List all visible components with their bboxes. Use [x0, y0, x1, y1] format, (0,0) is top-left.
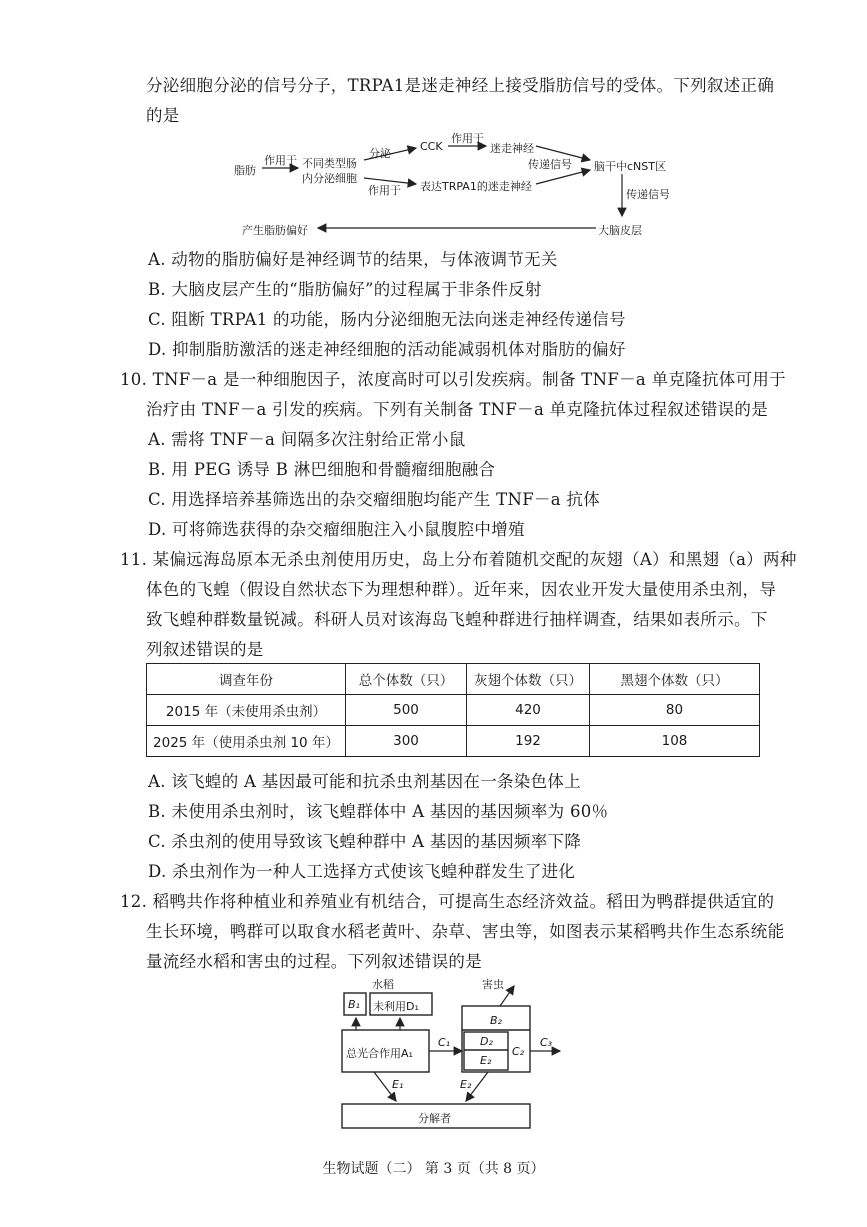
- q12-stem-line-3: 量流经水稻和害虫的过程。下列叙述错误的是: [146, 952, 482, 971]
- q9-diag-cck: CCK: [420, 140, 443, 153]
- q12-diag-c1: C₁: [438, 1036, 451, 1049]
- q11-stem-line-4: 列叙述错误的是: [146, 640, 264, 659]
- q9-diag-acts-on-2: 作用于: [451, 132, 484, 145]
- table-cell: 420: [467, 695, 590, 726]
- q12-diag-rice: 水稻: [372, 978, 394, 991]
- q9-stem-line-2: 的是: [146, 106, 180, 125]
- q12-diag-decomposer: 分解者: [418, 1112, 451, 1125]
- q12-diag-unused: 未利用D₁: [373, 1000, 419, 1013]
- q9-diag-acts-on-3: 作用于: [368, 184, 401, 197]
- q12-stem-line-2: 生长环境，鸭群可以取食水稻老黄叶、杂草、害虫等，如图表示某稻鸭共作生态系统能: [146, 922, 785, 941]
- q12-diag-e1: E₁: [392, 1078, 404, 1091]
- table-header-cell: 总个体数（只）: [346, 664, 467, 695]
- q9-diag-preference: 产生脂肪偏好: [242, 224, 308, 237]
- q9-option-d: D. 抑制脂肪激活的迷走神经细胞的活动能减弱机体对脂肪的偏好: [148, 340, 626, 359]
- q9-diag-transmit-2: 传递信号: [626, 188, 670, 201]
- q10-option-a: A. 需将 TNF－a 间隔多次注射给正常小鼠: [148, 430, 466, 449]
- q9-stem-line-1: 分泌细胞分泌的信号分子，TRPA1是迷走神经上接受脂肪信号的受体。下列叙述正确: [146, 76, 775, 95]
- q12-diag-d2: D₂: [480, 1035, 493, 1048]
- q10-option-b: B. 用 PEG 诱导 B 淋巴细胞和骨髓瘤细胞融合: [148, 460, 496, 479]
- table-header-cell: 灰翅个体数（只）: [467, 664, 590, 695]
- q9-diag-transmit-1: 传递信号: [528, 158, 572, 171]
- q11-option-c: C. 杀虫剂的使用导致该飞蝗种群中 A 基因的基因频率下降: [148, 832, 582, 851]
- table-row: [147, 726, 760, 757]
- q11-option-a: A. 该飞蝗的 A 基因最可能和抗杀虫剂基因在一条染色体上: [148, 772, 582, 791]
- table-cell: 500: [346, 695, 467, 726]
- q9-diag-gut-cells-2: 内分泌细胞: [302, 172, 357, 185]
- q9-diag-acts-on-1: 作用于: [264, 154, 297, 167]
- q9-diag-brainstem: 脑干中cNST区: [594, 160, 666, 173]
- q12-diag-c3: C₃: [540, 1036, 553, 1049]
- q12-diag-c2: C₂: [512, 1045, 525, 1058]
- page-footer: 生物试题（二） 第 3 页（共 8 页）: [322, 1161, 545, 1177]
- q12-stem-line-1: 12. 稻鸭共作将种植业和养殖业有机结合，可提高生态经济效益。稻田为鸭群提供适宜的: [120, 892, 775, 911]
- table-row: [147, 695, 760, 726]
- q11-option-d: D. 杀虫剂作为一种人工选择方式使该飞蝗种群发生了进化: [148, 862, 576, 881]
- q12-diag-b1: B₁: [348, 998, 360, 1011]
- q9-diag-secrete: 分泌: [369, 147, 391, 160]
- table-cell: 2025 年（使用杀虫剂 10 年）: [147, 726, 346, 757]
- q11-option-b: B. 未使用杀虫剂时，该飞蝗群体中 A 基因的基因频率为 60％: [148, 802, 609, 821]
- table-header-cell: 黑翅个体数（只）: [590, 664, 760, 695]
- table-header-row: [147, 664, 760, 695]
- q12-diag-b2: B₂: [490, 1014, 502, 1027]
- q10-stem-line-2: 治疗由 TNF－a 引发的疾病。下列有关制备 TNF－a 单克隆抗体过程叙述错误的是: [146, 400, 769, 419]
- q12-diag-pest: 害虫: [482, 978, 504, 991]
- q9-diag-fat: 脂肪: [234, 164, 256, 177]
- q9-option-c: C. 阻断 TRPA1 的功能，肠内分泌细胞无法向迷走神经传递信号: [148, 310, 626, 329]
- q12-diag-e2-arrow: E₂: [460, 1078, 472, 1091]
- table-cell: 80: [590, 695, 760, 726]
- survey-table: [146, 663, 760, 757]
- q9-diag-gut-cells-1: 不同类型肠: [302, 157, 357, 170]
- table-cell: 108: [590, 726, 760, 757]
- q9-option-a: A. 动物的脂肪偏好是神经调节的结果，与体液调节无关: [148, 250, 558, 269]
- table-cell: 2015 年（未使用杀虫剂）: [147, 695, 346, 726]
- q10-option-d: D. 可将筛选获得的杂交瘤细胞注入小鼠腹腔中增殖: [148, 520, 525, 539]
- table-cell: 300: [346, 726, 467, 757]
- q9-diag-trpa1-vagus: 表达TRPA1的迷走神经: [420, 180, 532, 193]
- q12-diag-gross-ps: 总光合作用A₁: [346, 1047, 413, 1060]
- q9-option-b: B. 大脑皮层产生的“脂肪偏好”的过程属于非条件反射: [148, 280, 542, 299]
- table-cell: 192: [467, 726, 590, 757]
- table-header-cell: 调查年份: [147, 664, 346, 695]
- q11-stem-line-3: 致飞蝗种群数量锐减。科研人员对该海岛飞蝗种群进行抽样调查，结果如表所示。下: [146, 610, 768, 629]
- q11-stem-line-2: 体色的飞蝗（假设自然状态下为理想种群）。近年来，因农业开发大量使用杀虫剂，导: [146, 580, 777, 599]
- q9-diag-vagus: 迷走神经: [490, 142, 534, 155]
- q10-stem-line-1: 10. TNF－a 是一种细胞因子，浓度高时可以引发疾病。制备 TNF－a 单克隆抗体可用于: [120, 370, 786, 389]
- q10-option-c: C. 用选择培养基筛选出的杂交瘤细胞均能产生 TNF－a 抗体: [148, 490, 601, 509]
- q9-diag-cortex: 大脑皮层: [598, 224, 642, 237]
- q11-stem-line-1: 11. 某偏远海岛原本无杀虫剂使用历史，岛上分布着随机交配的灰翅（A）和黑翅（a）两种: [120, 550, 797, 569]
- q12-diag-e2: E₂: [480, 1054, 492, 1067]
